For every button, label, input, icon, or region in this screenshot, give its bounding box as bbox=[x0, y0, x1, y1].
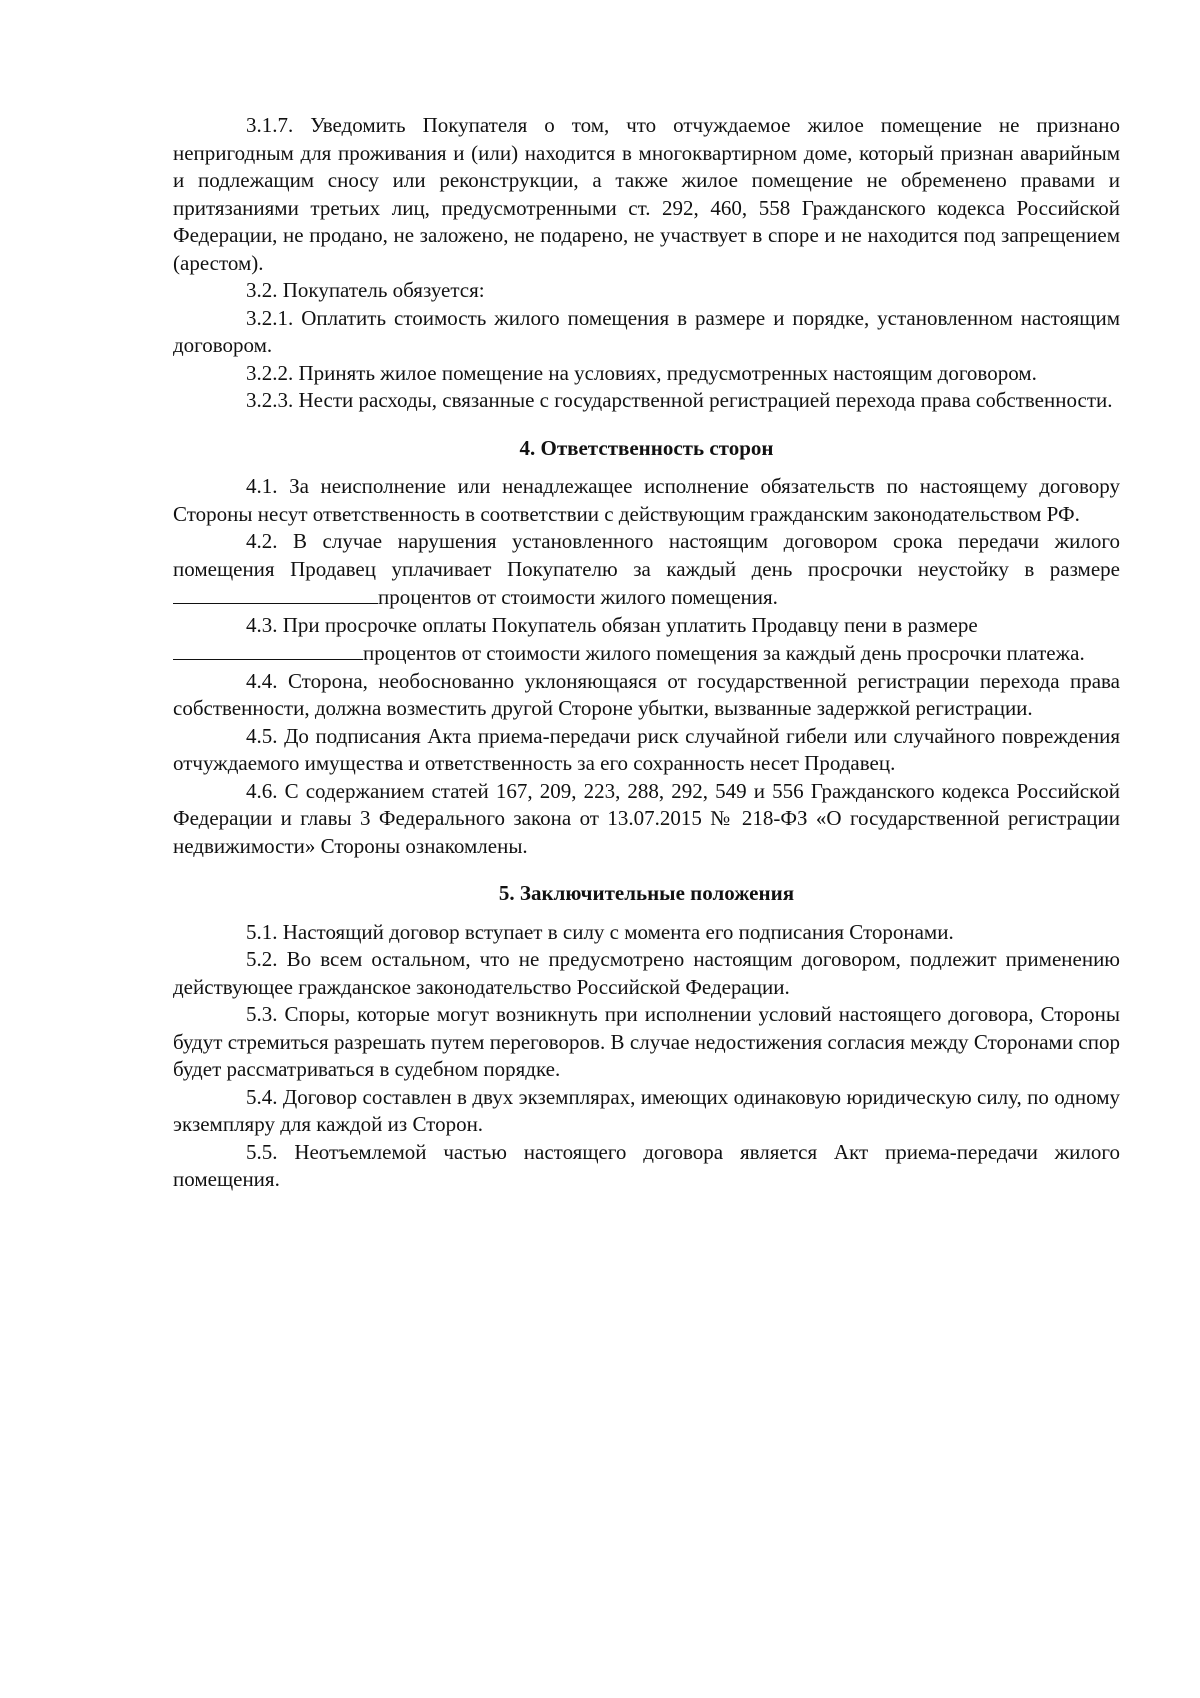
clause-5-4: 5.4. Договор составлен в двух экземплярах, имеющих одинаковую юридическую силу, по одному экземпляру для каждой из Сторон. bbox=[173, 1084, 1120, 1136]
clause-4-2-text-before: 4.2. В случае нарушения установленного настоящим договором срока передачи жилого помещения Продавец уплачивает Покупателю за каждый день просрочки неустойку в размере bbox=[173, 529, 1120, 581]
clause-3-2: 3.2. Покупатель обязуется: bbox=[246, 278, 485, 302]
clause-5-3: 5.3. Споры, которые могут возникнуть при исполнении условий настоящего договора, Стороны будут стремиться разрешать путем переговоров. В случае недостижения согласия между Сторонами спор будет рассматриваться в судебном порядке. bbox=[173, 1002, 1120, 1081]
clause-4-3-continued bbox=[173, 639, 1120, 668]
clause-5-2: 5.2. Во всем остальном, что не предусмотрено настоящим договором, подлежит применению действующее гражданское законодательство Российской Федерации. bbox=[173, 947, 1120, 999]
clause-3-2-1: 3.2.1. Оплатить стоимость жилого помещения в размере и порядке, установленном настоящим договором. bbox=[173, 305, 1120, 357]
section-5-heading: 5. Заключительные положения bbox=[498, 881, 795, 905]
section-4-heading: 4. Ответственность сторон bbox=[519, 435, 774, 460]
clause-5-1: 5.1. Настоящий договор вступает в силу с момента его подписания Сторонами. bbox=[246, 919, 954, 944]
fine-percent-blank bbox=[173, 639, 363, 660]
clause-4-3-text-first: 4.3. При просрочке оплаты Покупатель обязан уплатить Продавцу пени в размере bbox=[246, 612, 978, 637]
clause-3-1-7: 3.1.7. Уведомить Покупателя о том, что отчуждаемое жилое помещение не признано непригодным для проживания и (или) находится в многоквартирном доме, который признан аварийным и подлежащим сносу или реконструкции, а также жилое помещение не обременено правами и притязаниями третьих лиц, предусмотренными ст. 292, 460, 558 Гражданского кодекса Российской Федерации, не продано, не заложено, не подарено, не участвует в споре и не находится под запрещением (арестом). bbox=[173, 113, 1120, 275]
clause-3-2-2: 3.2.2. Принять жилое помещение на условиях, предусмотренных настоящим договором. bbox=[246, 360, 1037, 385]
clause-4-4: 4.4. Сторона, необоснованно уклоняющаяся от государственной регистрации перехода права собственности, должна возместить другой Стороне убытки, вызванные задержкой регистрации. bbox=[173, 668, 1120, 720]
clause-4-3 bbox=[173, 612, 1120, 640]
clause-3-2-3: 3.2.3. Нести расходы, связанные с государственной регистрацией перехода права собственности. bbox=[246, 388, 1113, 412]
clause-4-2 bbox=[173, 528, 1120, 612]
clause-4-6: 4.6. С содержанием статей 167, 209, 223, 288, 292, 549 и 556 Гражданского кодекса Российской Федерации и главы 3 Федерального закона от 13.07.2015 № 218-ФЗ «О государственной регистрации недвижимости» Стороны ознакомлены. bbox=[173, 778, 1120, 858]
clause-4-1: 4.1. За неисполнение или ненадлежащее исполнение обязательств по настоящему договору Стороны несут ответственность в соответствии с действующим гражданским законодательством РФ. bbox=[173, 474, 1120, 526]
clause-4-2-text-after: процентов от стоимости жилого помещения. bbox=[378, 585, 778, 609]
document-page bbox=[173, 112, 1120, 1194]
clause-4-5: 4.5. До подписания Акта приема-передачи риск случайной гибели или случайного повреждения отчуждаемого имущества и ответственность за его сохранность несет Продавец. bbox=[173, 723, 1120, 775]
clause-5-5: 5.5. Неотъемлемой частью настоящего договора является Акт приема-передачи жилого помещения. bbox=[173, 1139, 1120, 1191]
clause-4-3-text-after: процентов от стоимости жилого помещения за каждый день просрочки платежа. bbox=[363, 641, 1085, 665]
penalty-percent-blank bbox=[173, 583, 378, 604]
